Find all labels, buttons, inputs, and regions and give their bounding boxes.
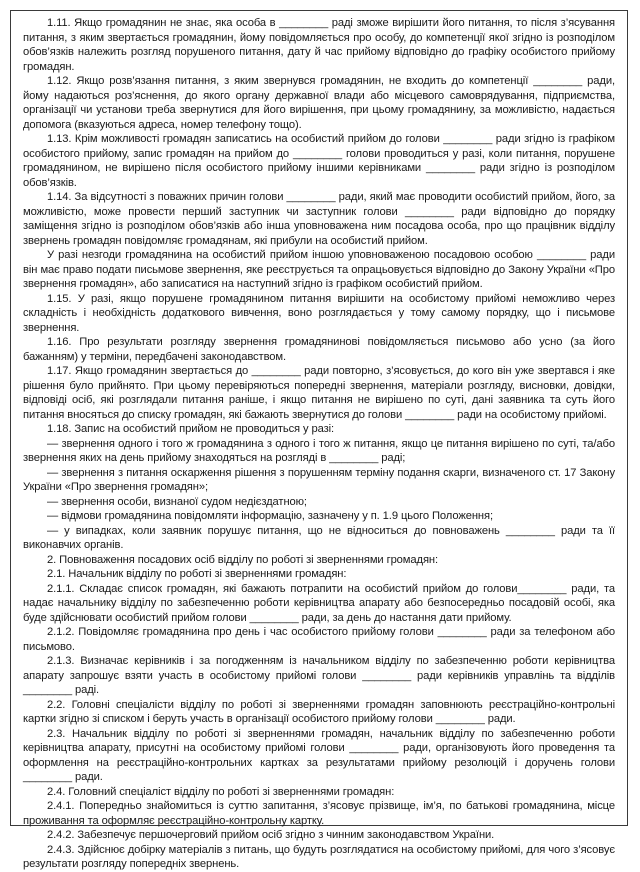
paragraph-2-4-1: 2.4.1. Попередньо знайомиться із суттю запитання, з’ясовує прізвище, ім’я, по батькові громадянина, місце проживання та оформляє реєстраційно-контрольну картку. [23,800,615,827]
list-item-refusal-info: — відмови громадянина повідомляти інформацію, зазначену у п. 1.9 цього Положення; [47,510,493,522]
paragraph-2-4: 2.4. Головний спеціаліст відділу по роботі зі зверненнями громадян: [47,785,395,798]
paragraph-1-15: 1.15. У разі, якщо порушене громадянином питання вирішити на особистому прийомі неможливо через складність і необхідність додаткового вивчення, воно розглядається у тому самому порядку, що і письмове звернення. [23,292,615,334]
paragraph-1-14: 1.14. За відсутності з поважних причин голови ________ ради, який має проводити особистий прийом, його, за можливістю, може провести перший заступник чи заступник голови ________ ради відповідно до порядку заміщення згідно із розподілом обов’язків або інша уповноважена ним посадова особа, про що працівник відділу звернень громадян повідомляє громадянам, які прибули на особистий прийом. [23,191,615,247]
paragraph-2-2: 2.2. Головні спеціалісти відділу по роботі зі зверненнями громадян заповнюють реєстраційно-контрольні картки згідно зі списком і беруть участь в організації особистого прийому голови ________ ради. [23,698,615,725]
paragraph-2-1-3: 2.1.3. Визначає керівників і за погодженням із начальником відділу по забезпеченню роботи керівництва апарату запрошує взяти участь в особистому прийомі голови ________ ради керівників управлінь та відділів ________ раді. [23,655,615,696]
document-page [10,10,628,870]
paragraph-2-1: 2.1. Начальник відділу по роботі зі зверненнями громадян: [47,568,347,580]
paragraph-1-14-continued: У разі незгоди громадянина на особистий прийом іншою уповноваженою посадовою особою ________ ради він має право подати письмове звернення, яке реєструється та опрацьовується відповідно до Закону України «Про звернення громадян», або записатися на наступний згідно із графіком особистий прийом. [23,249,615,290]
list-item-appeal-deadline: — звернення з питання оскарження рішення з порушенням терміну подання скарги, визначеного ст. 17 Закону України «Про звернення громадян»; [23,466,615,493]
paragraph-1-17: 1.17. Якщо громадянин звертається до ________ ради повторно, з’ясовується, до кого він уже звертався і яке рішення було прийнято. При цьому перевіряються попередні звернення, матеріали розгляду, висновки, довідки, відповіді осіб, які розглядали питання раніше, і якщо питання не вирішено по суті, дані заявника та суть його питання вносяться до списку громадян, які бажають звернутися до голови ________ ради на особистому прийомі. [23,365,615,421]
paragraph-2-1-2: 2.1.2. Повідомляє громадянина про день і час особистого прийому голови ________ ради за телефоном або письмово. [23,626,615,653]
paragraph-1-12: 1.12. Якщо розв’язання питання, з яким звернувся громадянин, не входить до компетенції ________ ради, йому надаються роз’яснення, до якого органу державної влади або місцевого самоврядування, підприємства, організації чи установи треба звернутися для його вирішення, при цьому громадянину, за можливістю, надається допомога (вказуються адреса, номер телефону тощо). [23,75,615,131]
document-text [23,16,615,872]
paragraph-2-4-2: 2.4.2. Забезпечує першочерговий прийом осіб згідно з чинним законодавством України. [47,829,495,841]
paragraph-1-18: 1.18. Запис на особистий прийом не проводиться у разі: [47,423,335,435]
list-item-incapacitated: — звернення особи, визнаної судом недієздатною; [47,495,307,508]
list-item-out-of-scope: — у випадках, коли заявник порушує питання, що не відноситься до повноважень ________ ради та її виконавчих органів. [23,524,615,551]
list-item-repeat-appeal: — звернення одного і того ж громадянина з одного і того ж питання, якщо це питання вирішено по суті, та/або звернення яких на день прийому знаходяться на розгляді в ________ раді; [23,437,615,464]
paragraph-1-16: 1.16. Про результати розгляду звернення громадянинові повідомляється письмово або усно (за його бажанням) у терміни, передбачені законодавством. [23,336,615,363]
paragraph-2-1-1: 2.1.1. Складає список громадян, які бажають потрапити на особистий прийом до голови________ ради, та надає начальнику відділу по забезпеченню роботи керівництва апарату або безпосередньо посадовій особі, яка буде здійснювати особистий прийом голови ________ ради, за день до настання дати прийому. [23,582,615,624]
paragraph-1-13: 1.13. Крім можливості громадян записатись на особистий прийом до голови ________ ради згідно із графіком особистого прийому, запис громадян на прийом до ________ голови проводиться у разі, коли питання, порушене громадянином, не вирішено після особистого прийому іншими керівниками ________ ради згідно із розподілом обов’язків. [23,133,615,189]
section-2-heading: 2. Повноваження посадових осіб відділу по роботі зі зверненнями громадян: [47,553,438,566]
paragraph-2-4-3: 2.4.3. Здійснює добірку матеріалів з питань, що будуть розглядатися на особистому прийомі, для чого з’ясовує результати розгляду попередніх звернень. [23,843,615,870]
paragraph-2-3: 2.3. Начальник відділу по роботі зі зверненнями громадян, начальник відділу по забезпеченню роботи керівництва апарату, присутні на особистому прийомі голови ________ ради, організовують його проведення та оформлення на реєстраційно-контрольних картках за результатами прийому резолюцій і доручень голови ________ ради. [23,727,615,783]
paragraph-1-11: 1.11. Якщо громадянин не знає, яка особа в ________ раді зможе вирішити його питання, то після з’ясування питання, з яким звертається громадянин, йому повідомляється про особу, до компетенції якої згідно із розподілом обов’язків належить розгляд порушеного питання, дату й час прийому відповідно до графіку особистого прийому громадян. [23,17,615,73]
